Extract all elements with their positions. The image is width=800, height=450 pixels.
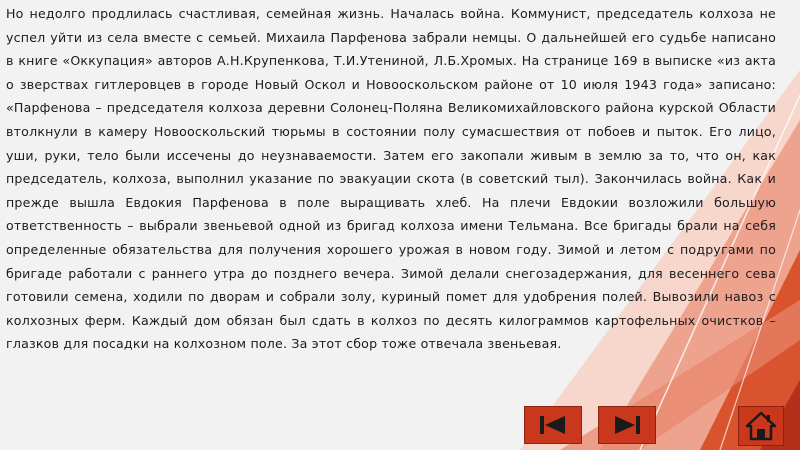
first-slide-button[interactable] [524, 406, 582, 444]
skip-to-first-icon [525, 407, 581, 443]
last-slide-button[interactable] [598, 406, 656, 444]
home-button[interactable] [738, 406, 784, 446]
slide-body-text: Но недолго продлилась счастливая, семейная жизнь. Началась война. Коммунист, председатель колхоза не успел уйти из села вместе с семьей. Михаила Парфенова забрали немцы. О дальнейшей его судьбе написано в книге «Оккупация» авторов А.Н.Крупенкова, Т.И.Утениной, Л.Б.Хромых. На странице 169 в выписке «из акта о зверствах гитлеровцев в городе Новый Оскол и Новооскольском районе от 10 июля 1943 года» записано: «Парфенова – председателя колхоза деревни Солонец-Поляна Великомихайловского района курской Области втолкнули в камеру Новооскольский тюрьмы в состоянии полу сумасшествия от побоев и пыток. Его лицо, уши, руки, тело были иссечены до неузнаваемости. Затем его закопали живым в землю за то, что он, как председатель, колхоза, выполнил указание по эвакуации скота (в советский тыл). Закончилась война. Как и прежде вышла Евдокия Парфенова в поле выращивать хлеб. На плечи Евдокии возложили большую ответственность – выбрали звеньевой одной из бригад колхоза имени Тельмана. Все бригады брали на себя определенные обязательства для получения хорошего урожая в новом году. Зимой и летом с подругами по бригаде работали с раннего утра до позднего вечера. Зимой делали снегозадержания, для весеннего сева готовили семена, ходили по дворам и собрали золу, куриный помет для удобрения полей. Вывозили навоз с колхозных ферм. Каждый дом обязан был сдать в колхоз по десять килограммов картофельных очистков – глазков для посадки на колхозном поле. За этот сбор тоже отвечала звеньевая. [6, 6, 776, 352]
home-icon [739, 407, 783, 445]
skip-to-last-icon [599, 407, 655, 443]
